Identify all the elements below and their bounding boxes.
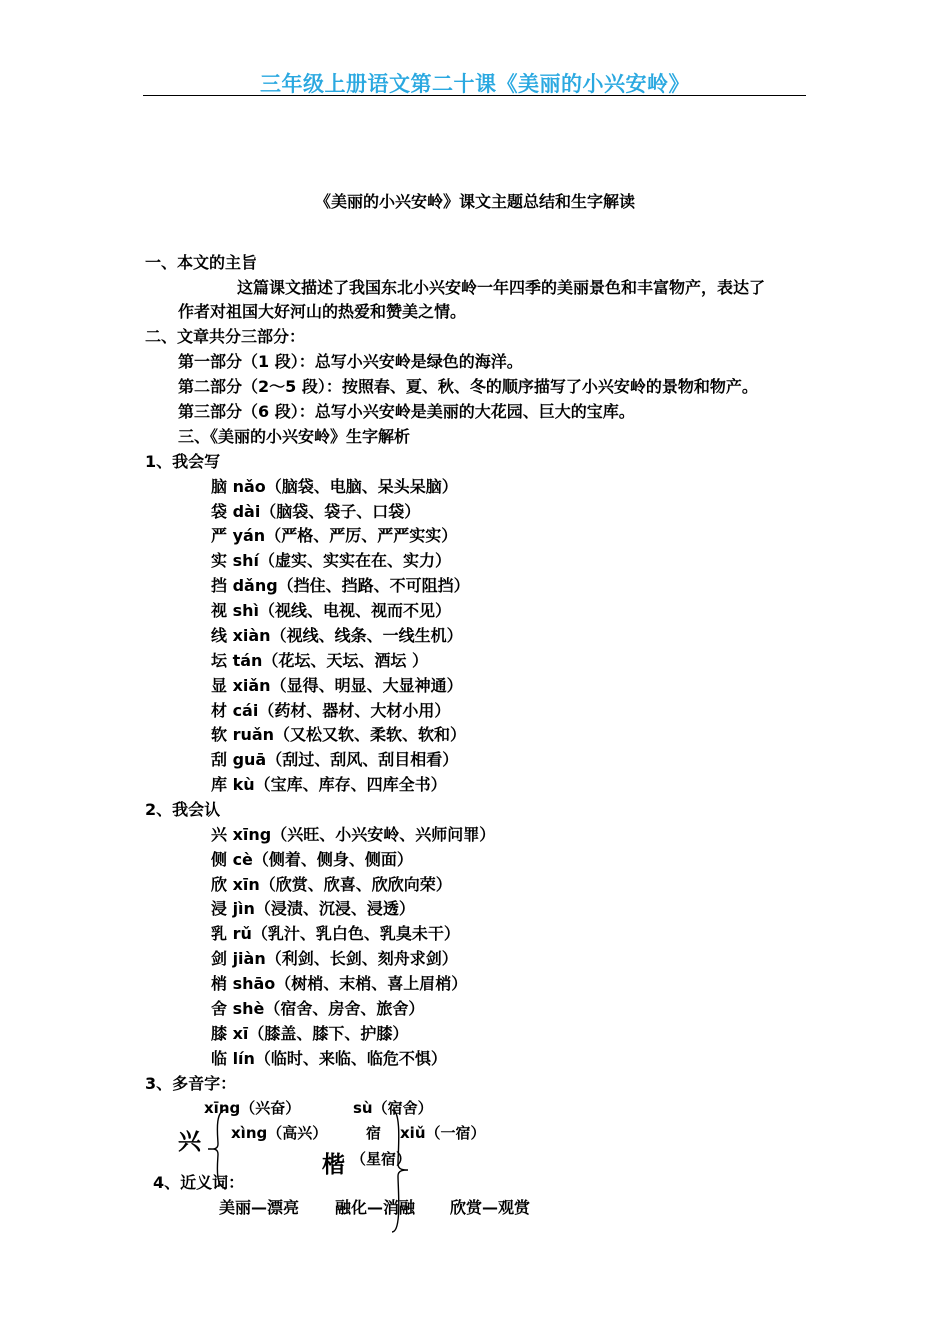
polyphone-su-reading-3: （星宿） <box>351 1150 412 1168</box>
write-item: 袋 dài（脑袋、袋子、口袋） <box>211 502 421 521</box>
synonym-pair: 欣赏—观赏 <box>450 1198 531 1217</box>
section1-paragraph-line2: 作者对祖国大好河山的热爱和赞美之情。 <box>178 302 467 321</box>
read-item: 兴 xīng（兴旺、小兴安岭、兴师问罪） <box>211 825 496 844</box>
write-item: 软 ruǎn（又松又软、柔软、软和） <box>211 725 467 744</box>
document-title: 《美丽的小兴安岭》课文主题总结和生字解读 <box>314 192 635 211</box>
polyphone-su-big-char: 楷 <box>322 1152 345 1178</box>
polyphone-su-reading-1: sù（宿舍） <box>353 1099 433 1117</box>
polyphone-su-char: 宿 <box>366 1124 382 1142</box>
polyphone-xing-char: 兴 <box>178 1129 201 1155</box>
synonyms-heading: 4、近义词： <box>153 1173 245 1192</box>
read-heading: 2、我会认 <box>145 800 221 819</box>
write-item: 脑 nǎo（脑袋、电脑、呆头呆脑） <box>211 477 458 496</box>
write-item: 严 yán（严格、严厉、严严实实） <box>211 526 458 545</box>
write-item: 线 xiàn（视线、线条、一线生机） <box>211 626 463 645</box>
read-item: 梢 shāo（树梢、末梢、喜上眉梢） <box>211 974 468 993</box>
section2-part-3: 第三部分（6 段）：总写小兴安岭是美丽的大花园、巨大的宝库。 <box>178 402 635 421</box>
header-title: 三年级上册语文第二十课《美丽的小兴安岭》 <box>260 72 690 96</box>
section2-part-2: 第二部分（2～5 段）：按照春、夏、秋、冬的顺序描写了小兴安岭的景物和物产。 <box>178 377 758 396</box>
polyphone-su-reading-2: xiǔ（一宿） <box>400 1124 486 1142</box>
read-item: 欣 xīn（欣赏、欣喜、欣欣向荣） <box>211 875 452 894</box>
write-item: 库 kù（宝库、库存、四库全书） <box>211 775 447 794</box>
section1-paragraph-line1: 这篇课文描述了我国东北小兴安岭一年四季的美丽景色和丰富物产，表达了 <box>237 278 766 297</box>
polyphone-xing-reading-2: xìng（高兴） <box>231 1124 328 1142</box>
write-item: 材 cái（药材、器材、大材小用） <box>211 701 451 720</box>
write-item: 显 xiǎn（显得、明显、大显神通） <box>211 676 463 695</box>
write-item: 刮 guā（刮过、刮风、刮目相看） <box>211 750 459 769</box>
read-item: 膝 xī（膝盖、膝下、护膝） <box>211 1024 409 1043</box>
section1-heading: 一、本文的主旨 <box>145 253 258 272</box>
section3-heading: 三、《美丽的小兴安岭》生字解析 <box>178 427 411 446</box>
read-item: 临 lín（临时、来临、临危不惧） <box>211 1049 447 1068</box>
section2-part-1: 第一部分（1 段）：总写小兴安岭是绿色的海洋。 <box>178 352 523 371</box>
read-item: 剑 jiàn（利剑、长剑、刻舟求剑） <box>211 949 458 968</box>
synonym-pair: 融化—消融 <box>335 1198 416 1217</box>
write-heading: 1、我会写 <box>145 452 221 471</box>
polyphone-xing-reading-1: xīng（兴奋） <box>204 1099 301 1117</box>
read-item: 乳 rǔ（乳汁、乳白色、乳臭未干） <box>211 924 460 943</box>
polyphone-heading: 3、多音字： <box>145 1074 237 1093</box>
write-item: 视 shì（视线、电视、视而不见） <box>211 601 451 620</box>
read-item: 舍 shè（宿舍、房舍、旅舍） <box>211 999 425 1018</box>
read-item: 浸 jìn（浸渍、沉浸、浸透） <box>211 899 415 918</box>
write-item: 挡 dǎng（挡住、挡路、不可阻挡） <box>211 576 470 595</box>
write-item: 实 shí（虚实、实实在在、实力） <box>211 551 451 570</box>
header-rule <box>143 95 806 96</box>
section2-heading: 二、文章共分三部分： <box>145 327 306 346</box>
read-item: 侧 cè（侧着、侧身、侧面） <box>211 850 413 869</box>
write-item: 坛 tán（花坛、天坛、酒坛 ） <box>211 651 428 670</box>
synonym-pair: 美丽—漂亮 <box>219 1198 300 1217</box>
